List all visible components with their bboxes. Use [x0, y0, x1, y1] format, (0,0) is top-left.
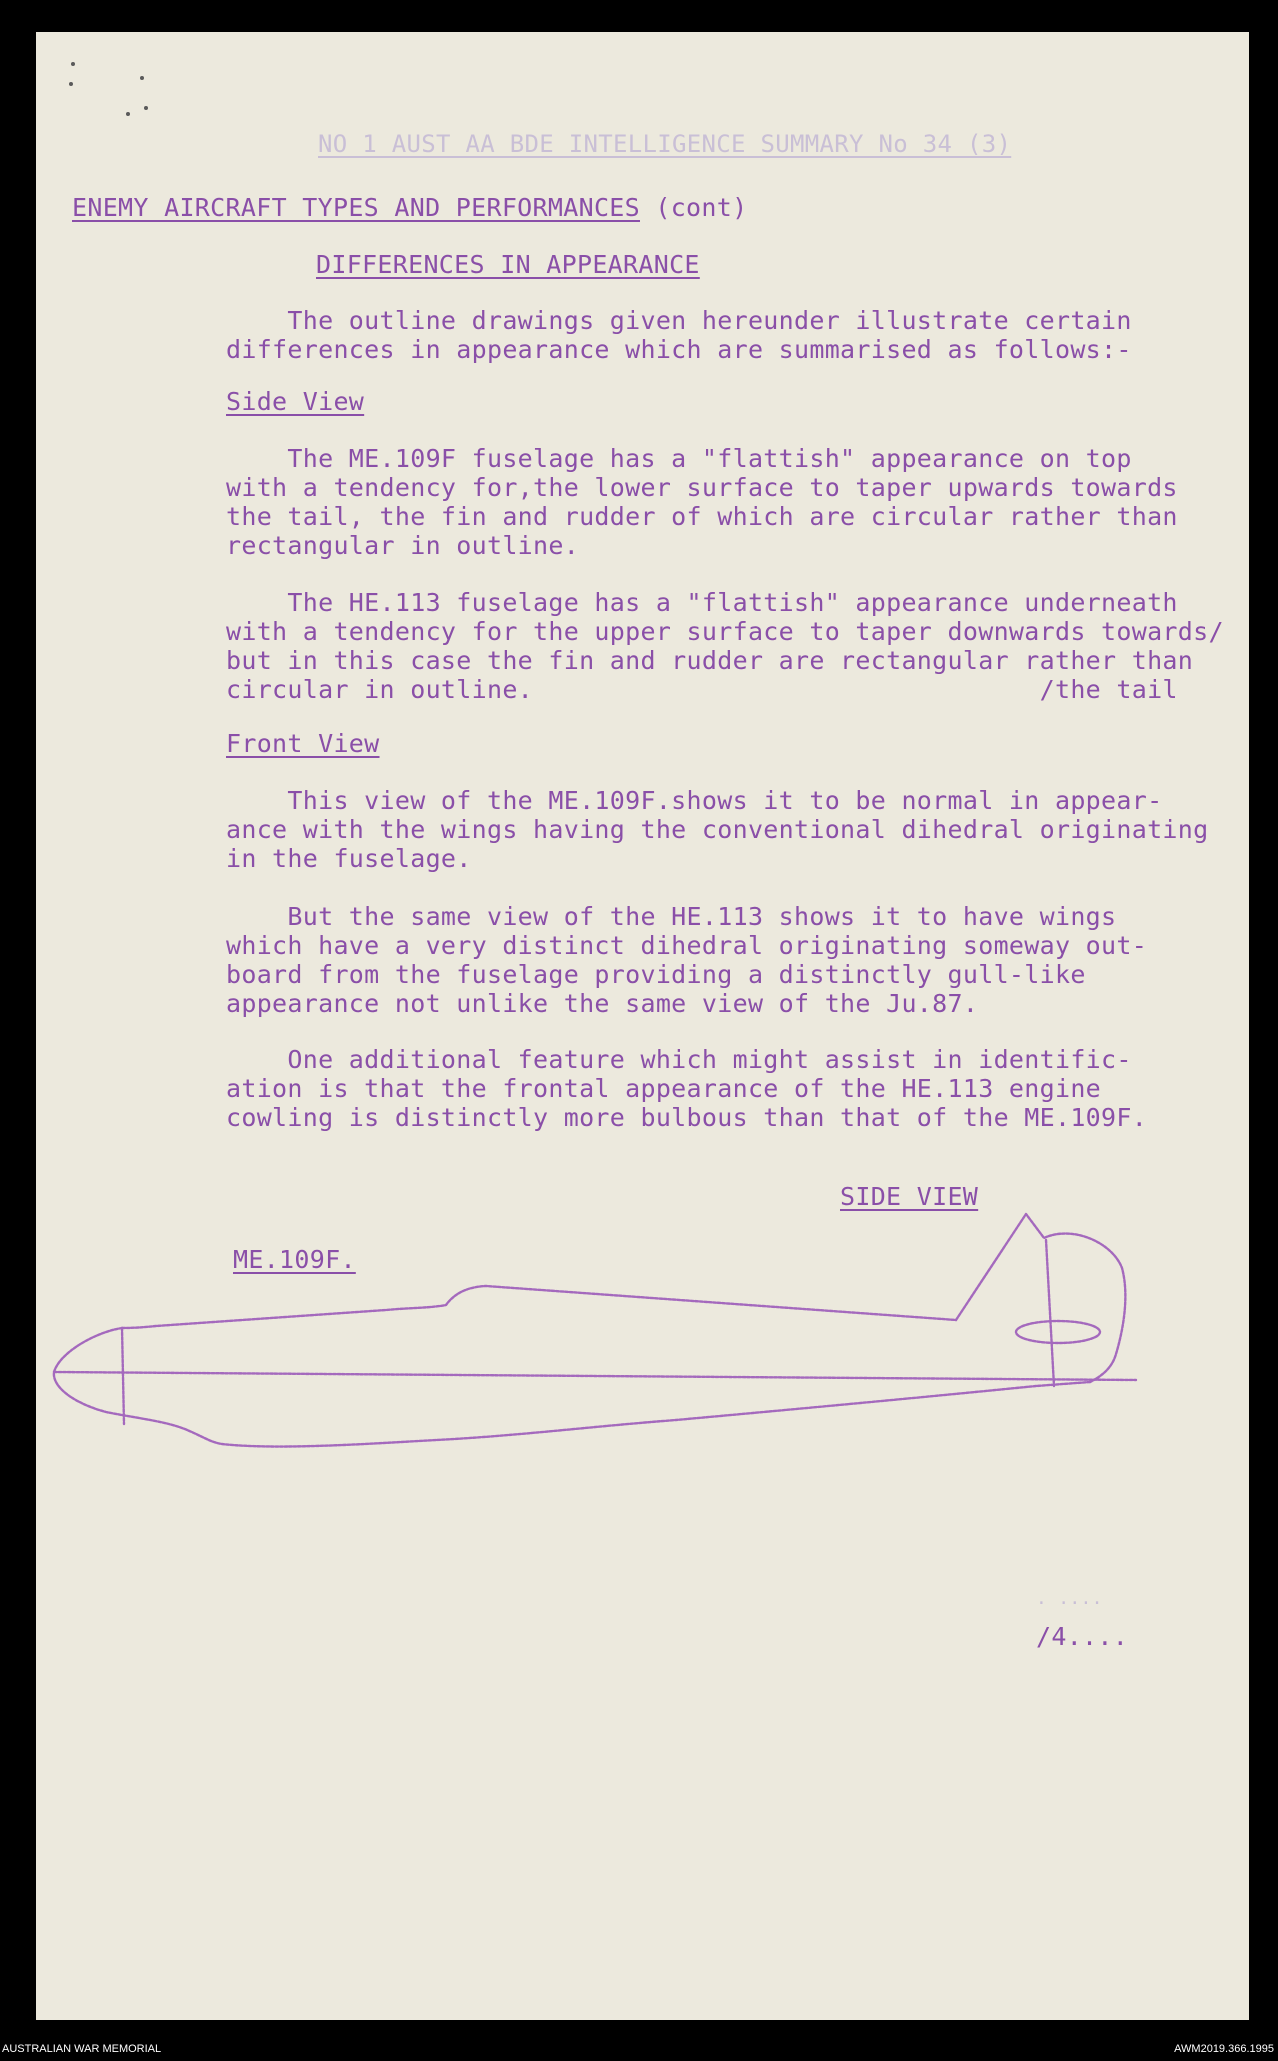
aircraft-outline-drawing	[36, 32, 1249, 2020]
page-continuation: /4....	[1036, 1622, 1129, 1651]
paper-sheet	[36, 32, 1249, 2020]
section-title-suffix: (cont)	[640, 193, 748, 222]
footer-archive-id: AWM2019.366.1995	[1174, 2043, 1274, 2055]
text-line: ation is that the frontal appearance of the HE.113 engine	[226, 1074, 1102, 1103]
text-line: One additional feature which might assist in identific-	[226, 1045, 1132, 1074]
side-view-label: SIDE VIEW	[840, 1182, 979, 1211]
text-line: This view of the ME.109F.shows it to be normal in appear-	[226, 786, 1163, 815]
section-title: ENEMY AIRCRAFT TYPES AND PERFORMANCES	[72, 193, 640, 222]
text-line: The ME.109F fuselage has a "flattish" appearance on top	[226, 444, 1132, 473]
text-line: ance with the wings having the conventional dihedral originating	[226, 815, 1209, 844]
text-line: the tail, the fin and rudder of which are circular rather than	[226, 502, 1178, 531]
text-line: rectangular in outline.	[226, 531, 580, 560]
text-line: which have a very distinct dihedral originating someway out-	[226, 931, 1148, 960]
text-line: with a tendency for the upper surface to taper downwards towards/	[226, 617, 1224, 646]
text-line: board from the fuselage providing a distinctly gull-like	[226, 960, 1086, 989]
intro-line: The outline drawings given hereunder illustrate certain	[226, 306, 1132, 335]
text-line: circular in outline. /the tail	[226, 675, 1178, 704]
side-view-heading: Side View	[226, 387, 365, 416]
text-line: cowling is distinctly more bulbous than that of the ME.109F.	[226, 1103, 1148, 1132]
aircraft-label: ME.109F.	[233, 1245, 356, 1274]
text-line: appearance not unlike the same view of the Ju.87.	[226, 989, 979, 1018]
text-line: But the same view of the HE.113 shows it to have wings	[226, 902, 1117, 931]
document-subtitle: DIFFERENCES IN APPEARANCE	[316, 250, 700, 279]
front-view-heading: Front View	[226, 729, 380, 758]
footer-archive-name: AUSTRALIAN WAR MEMORIAL	[2, 2043, 162, 2055]
text-line: The HE.113 fuselage has a "flattish" appearance underneath	[226, 588, 1178, 617]
faint-header-line: NO 1 AUST AA BDE INTELLIGENCE SUMMARY No 34 (3)	[318, 130, 1012, 158]
text-line: in the fuselage.	[226, 844, 472, 873]
text-line: with a tendency for,the lower surface to taper upwards towards	[226, 473, 1178, 502]
text-line: but in this case the fin and rudder are rectangular rather than	[226, 646, 1194, 675]
dotted-mark: . ....	[1036, 1588, 1103, 1609]
intro-line: differences in appearance which are summarised as follows:-	[226, 335, 1132, 364]
